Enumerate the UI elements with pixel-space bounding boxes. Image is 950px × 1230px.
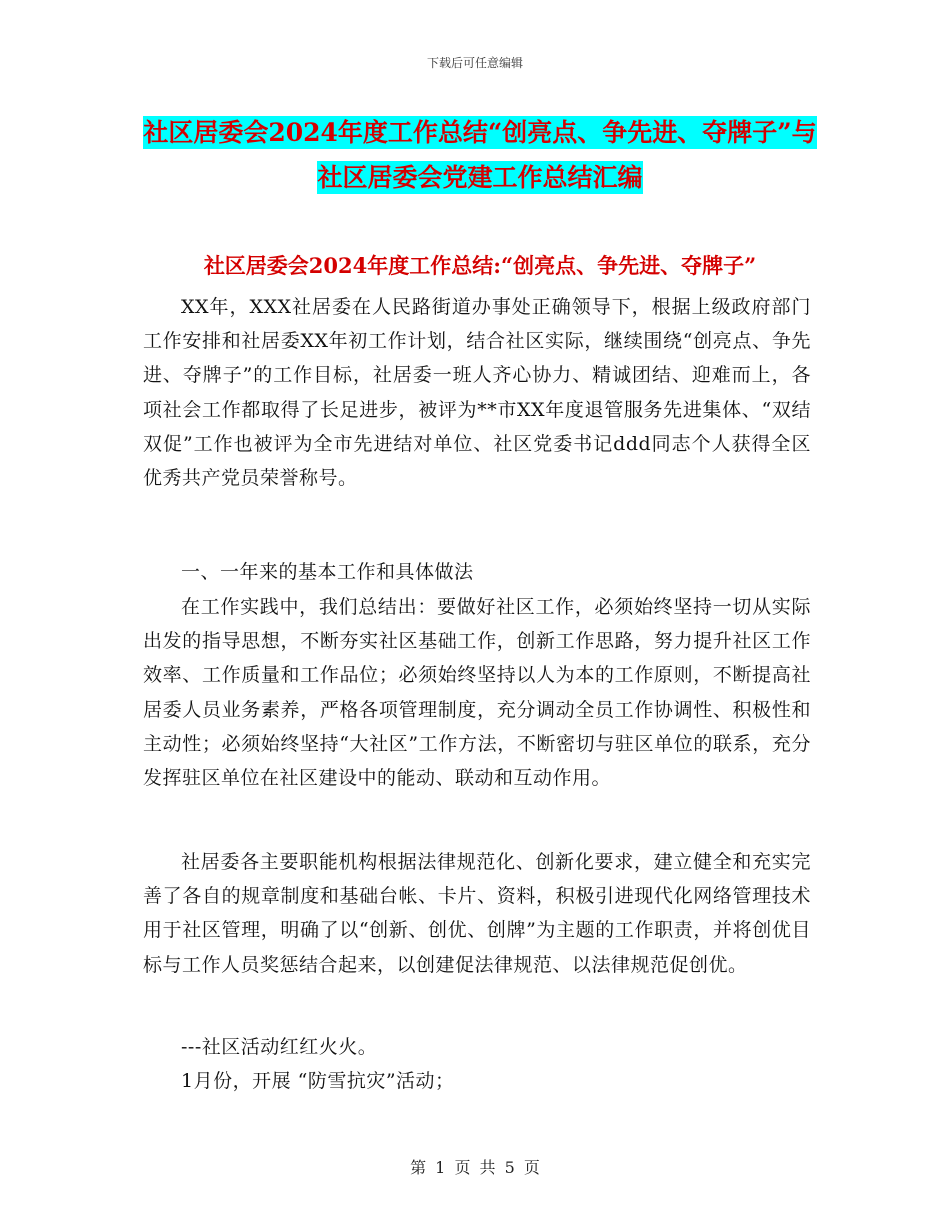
header-note: 下载后可任意编辑 xyxy=(426,56,523,70)
document-main-title xyxy=(140,110,820,200)
section-title: 社区居委会2024年度工作总结:“创亮点、争先进、夺牌子” xyxy=(203,253,757,278)
paragraph-intro: XX年，XXX社居委在人民路街道办事处正确领导下，根据上级政府部门工作安排和社居委XX年初工作计划，结合社区实际，继续围绕“创亮点、争先进、夺牌子”的工作目标，社居委一班人齐心协力、精诚团结、迎难而上，各项社会工作都取得了长足进步，被评为**市XX年度退管服务先进集体、“双结双促”工作也被评为全市先进结对单位、社区党委书记ddd同志个人获得全区优秀共产党员荣誉称号。 xyxy=(143,296,811,490)
main-title-text: 社区居委会2024年度工作总结“创亮点、争先进、夺牌子”与社区居委会党建工作总结汇编 xyxy=(143,118,817,192)
page-footer: 第 1 页 共 5 页 xyxy=(410,1158,540,1177)
paragraph-activities-heading: ---社区活动红红火火。 xyxy=(181,1036,378,1058)
paragraph-january: 1月份，开展 “防雪抗灾”活动； xyxy=(181,1070,455,1092)
paragraph-practice: 在工作实践中，我们总结出：要做好社区工作，必须始终坚持一切从实际出发的指导思想，不断夯实社区基础工作，创新工作思路，努力提升社区工作效率、工作质量和工作品位；必须始终坚持以人为本的工作原则，不断提高社居委人员业务素养，严格各项管理制度，充分调动全员工作协调性、积极性和主动性；必须始终坚持“大社区”工作方法，不断密切与驻区单位的联系，充分发挥驻区单位在社区建设中的能动、联动和互动作用。 xyxy=(143,596,811,790)
paragraph-institutions: 社居委各主要职能机构根据法律规范化、创新化要求，建立健全和充实完善了各自的规章制度和基础台帐、卡片、资料，积极引进现代化网络管理技术用于社区管理，明确了以“创新、创优、创牌”为主题的工作职责，并将创优目标与工作人员奖惩结合起来，以创建促法律规范、以法律规范促创优。 xyxy=(143,851,811,976)
section-heading-basic-work: 一、一年来的基本工作和具体做法 xyxy=(181,561,474,583)
